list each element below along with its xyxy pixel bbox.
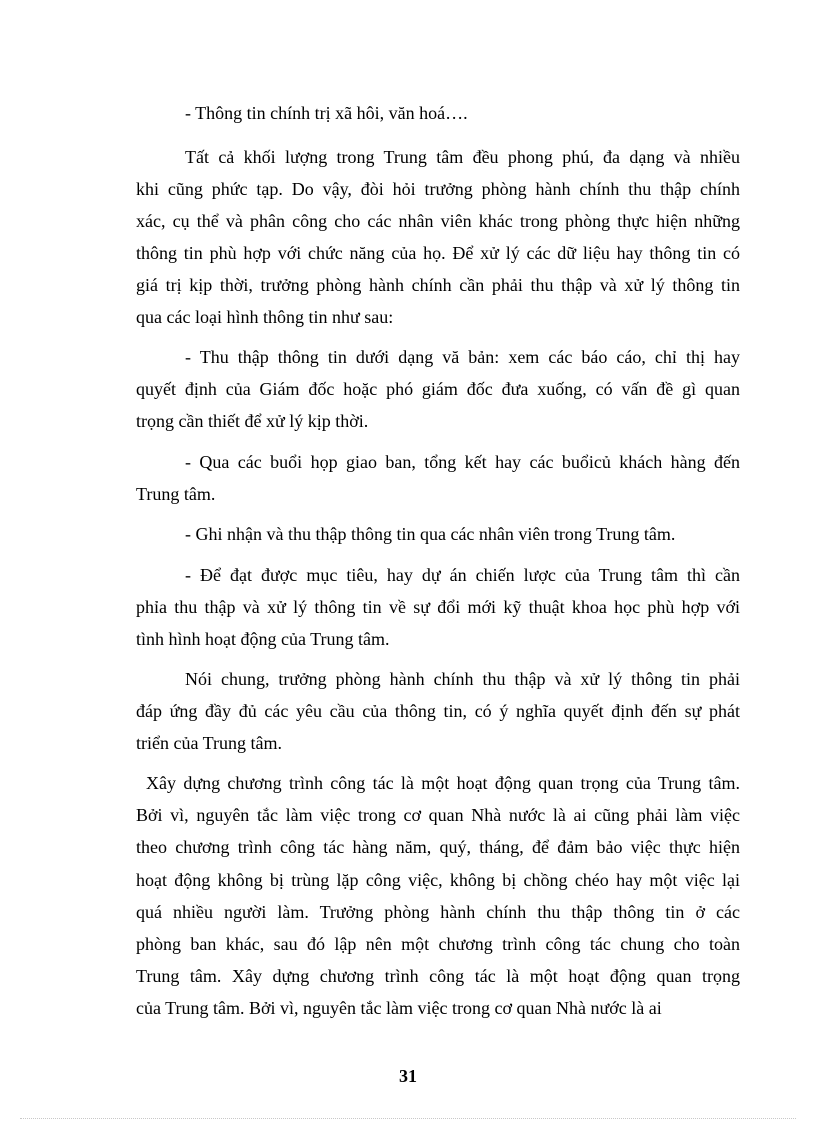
page-number: 31 xyxy=(399,1066,417,1086)
paragraph-line: theo chương trình công tác hàng năm, quý, tháng, để đảm bảo việc thực hiện xyxy=(136,837,740,857)
paragraph-line: tình hình hoạt động của Trung tâm. xyxy=(136,629,390,649)
paragraph-line: triển của Trung tâm. xyxy=(136,733,282,753)
paragraph-line: đáp ứng đầy đủ các yêu cầu của thông tin, có ý nghĩa quyết định đến sự phát xyxy=(136,701,740,721)
bullet-line: - Thu thập thông tin dưới dạng vă bản: xem các báo cáo, chỉ thị hay xyxy=(185,347,740,367)
paragraph-line: hoạt động không bị trùng lặp công việc, không bị chồng chéo hay một việc lại xyxy=(136,870,740,890)
paragraph-line: trọng cần thiết để xử lý kịp thời. xyxy=(136,411,369,431)
paragraph-line: giá trị kịp thời, trưởng phòng hành chính cần phải thu thập và xử lý thông tin xyxy=(136,275,740,295)
paragraph-line: phòng ban khác, sau đó lập nên một chương trình công tác chung cho toàn xyxy=(136,934,740,954)
paragraph-line: Tất cả khối lượng trong Trung tâm đều phong phú, đa dạng và nhiều xyxy=(185,147,740,167)
bullet-line: - Qua các buổi họp giao ban, tổng kết hay các buổicủ khách hàng đến xyxy=(185,452,740,472)
paragraph-line: Trung tâm. Xây dựng chương trình công tác là một hoạt động quan trọng xyxy=(136,966,740,986)
paragraph-line: Trung tâm. xyxy=(136,484,216,504)
bullet-line: - Ghi nhận và thu thập thông tin qua các nhân viên trong Trung tâm. xyxy=(185,524,676,544)
bullet-line: - Thông tin chính trị xã hôi, văn hoá…. xyxy=(185,103,468,123)
paragraph-line: của Trung tâm. Bởi vì, nguyên tắc làm việc trong cơ quan Nhà nước là ai xyxy=(136,998,662,1018)
paragraph-line: xác, cụ thể và phân công cho các nhân viên khác trong phòng thực hiện những xyxy=(136,211,740,231)
bullet-line: - Để đạt được mục tiêu, hay dự án chiến lược của Trung tâm thì cần xyxy=(185,565,740,585)
page-bottom-rule xyxy=(20,1118,796,1119)
paragraph-line: Bởi vì, nguyên tắc làm việc trong cơ quan Nhà nước là ai cũng phải làm việc xyxy=(136,805,740,825)
paragraph-line: khi cũng phức tạp. Do vậy, đòi hỏi trưởng phòng hành chính thu thập chính xyxy=(136,179,740,199)
paragraph-line: phỉa thu thập và xử lý thông tin về sự đổi mới kỹ thuật khoa học phù hợp với xyxy=(136,597,740,617)
paragraph-line: quyết định của Giám đốc hoặc phó giám đốc đưa xuống, có vấn đề gì quan xyxy=(136,379,740,399)
paragraph-line: Xây dựng chương trình công tác là một hoạt động quan trọng của Trung tâm. xyxy=(146,773,740,793)
paragraph-line: qua các loại hình thông tin như sau: xyxy=(136,307,394,327)
paragraph-line: Nói chung, trưởng phòng hành chính thu thập và xử lý thông tin phải xyxy=(185,669,740,689)
paragraph-line: thông tin phù hợp với chức năng của họ. Để xử lý các dữ liệu hay thông tin có xyxy=(136,243,740,263)
paragraph-line: quá nhiều người làm. Trưởng phòng hành chính thu thập thông tin ở các xyxy=(136,902,740,922)
